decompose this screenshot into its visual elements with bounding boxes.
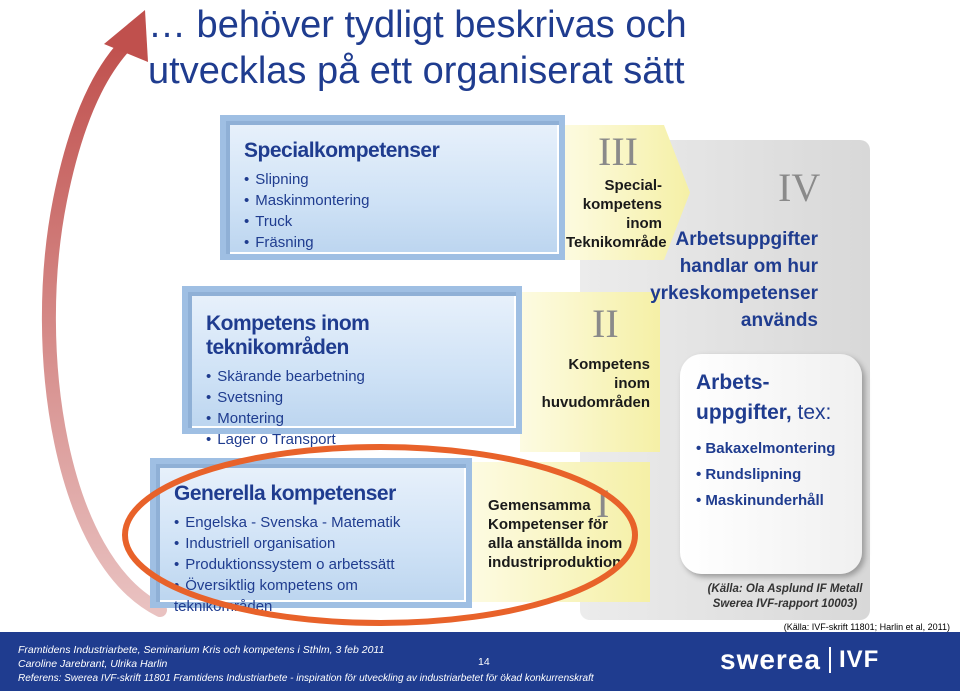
slide-title-line1: … behöver tydligt beskrivas och xyxy=(148,4,687,46)
list-item: • Svetsning xyxy=(206,387,498,408)
list-item: • Översiktlig kompetens om teknikområden xyxy=(174,575,448,617)
list-item: • Engelska - Svenska - Matematik xyxy=(174,512,448,533)
slide-title-line2: utvecklas på ett organiserat sätt xyxy=(148,50,685,92)
teknikomraden-heading: Kompetens inom teknikområden xyxy=(206,312,370,359)
list-item: • Slipning xyxy=(244,169,541,190)
roman-ii: II xyxy=(592,301,619,346)
roman-i: I xyxy=(596,481,610,526)
logo-swerea: swerea xyxy=(720,644,821,675)
list-item: • Fräsning xyxy=(244,232,541,253)
source-note-line: Swerea IVF-rapport 10003) xyxy=(712,598,858,610)
roman-iv: IV xyxy=(778,165,821,210)
level-iii-line: Special- xyxy=(604,177,662,194)
level-i-line: industriproduktion xyxy=(488,554,622,571)
arbets-heading2: uppgifter, tex: xyxy=(696,401,832,424)
swerea-ivf-logo xyxy=(720,644,879,676)
logo-ivf: IVF xyxy=(838,646,880,673)
page-number: 14 xyxy=(478,656,490,668)
generella-heading: Generella kompetenser xyxy=(174,482,396,505)
level-i-line: Gemensamma xyxy=(488,497,591,514)
source-caption: (Källa: IVF-skrift 11801; Harlin et al, 2011) xyxy=(783,622,950,632)
list-item: • Industriell organisation xyxy=(174,533,448,554)
level-iv-line: yrkeskompetenser xyxy=(650,283,818,304)
list-item: • Montering xyxy=(206,408,498,429)
list-item: • Produktionssystem o arbetssätt xyxy=(174,554,448,575)
list-item: • Skärande bearbetning xyxy=(206,366,498,387)
roman-iii: III xyxy=(598,129,638,174)
level-iv-line: används xyxy=(740,310,818,331)
level-ii-line: huvudområden xyxy=(541,394,650,411)
list-item: • Truck xyxy=(244,211,541,232)
specialkompetenser-heading: Specialkompetenser xyxy=(244,139,440,162)
footer-line2: Caroline Jarebrant, Ulrika Harlin xyxy=(18,658,168,670)
footer-line3: Referens: Swerea IVF-skrift 11801 Framtidens Industriarbete - inspiration för utveckling av industriarbetet för ökad konkurrenskraft xyxy=(18,673,594,684)
source-note-line: (Källa: Ola Asplund IF Metall xyxy=(707,583,863,595)
list-item: • Maskinmontering xyxy=(244,190,541,211)
list-item: • Lager o Transport xyxy=(206,429,498,450)
footer-line1: Framtidens Industriarbete, Seminarium Kris och kompetens i Sthlm, 3 feb 2011 xyxy=(18,644,385,656)
arbets-item: • Bakaxelmontering xyxy=(696,440,836,457)
arbets-item: • Maskinunderhåll xyxy=(696,492,824,509)
level-iv-line: handlar om hur xyxy=(679,256,818,277)
level-iv-line: Arbetsuppgifter xyxy=(675,229,818,250)
level-iii-line: inom xyxy=(626,215,662,232)
arbets-heading1: Arbets- xyxy=(696,371,770,394)
level-i-line: alla anställda inom xyxy=(488,535,623,552)
level-iii-line: kompetens xyxy=(582,196,662,213)
logo-divider xyxy=(829,647,831,673)
level-iii-line: Teknikområde xyxy=(566,234,667,251)
arbets-item: • Rundslipning xyxy=(696,466,802,483)
level-ii-line: Kompetens inom xyxy=(568,356,650,392)
footer-bar xyxy=(0,632,960,691)
level-i-line: Kompetenser för xyxy=(488,516,609,533)
